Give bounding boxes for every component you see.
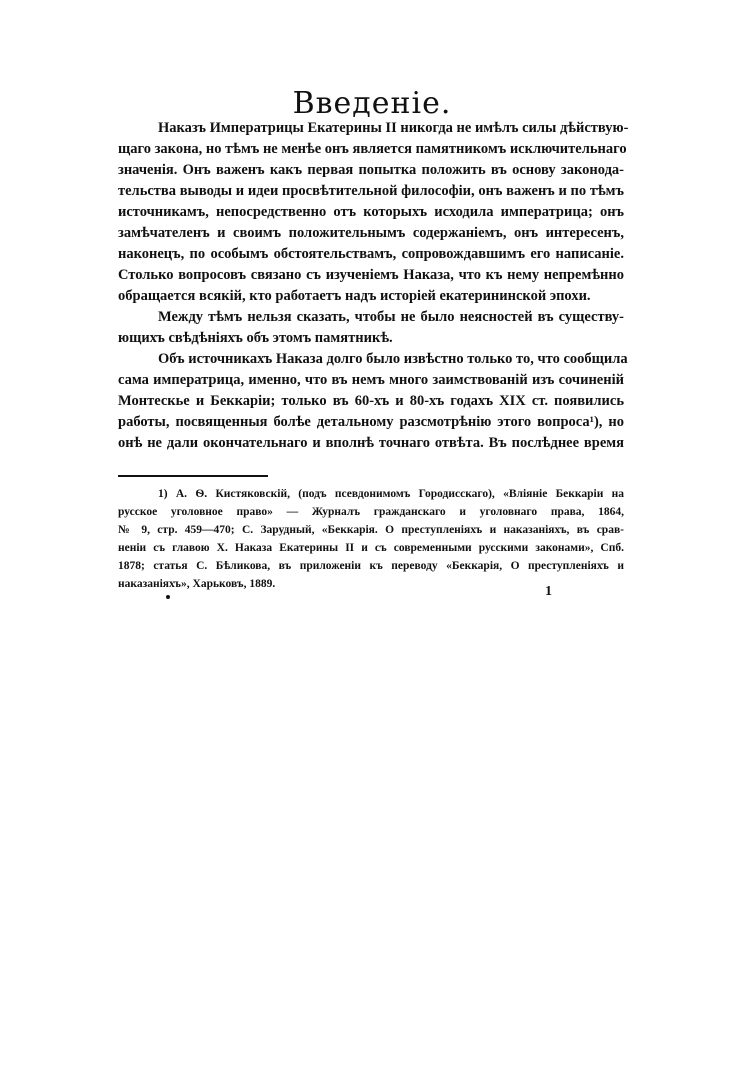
text-line: ющихъ свѣдѣніяхъ объ этомъ памятникѣ. <box>118 330 393 346</box>
text-line: Монтескье и Беккаріи; только въ 60-хъ и 80-хъ годахъ XIX ст. появились <box>118 393 624 409</box>
text-line: Столько вопросовъ связано съ изученіемъ Наказа, что къ нему непремѣнно <box>118 267 624 283</box>
text-line: сама императрица, именно, что въ немъ много заимствованій изъ сочиненій <box>118 372 624 388</box>
footnote-line: 1878; статья С. Бѣликова, въ приложеніи къ переводу «Беккарія, О преступленіяхъ и <box>118 560 624 572</box>
footnote-line: неніи съ главою X. Наказа Екатерины II и съ современными русскими законами», Спб. <box>118 542 624 554</box>
text-line: тельства выводы и идеи просвѣтительной философіи, онъ важенъ и по тѣмъ <box>118 183 624 199</box>
footnote-line: русское уголовное право» — Журналъ гражданскаго и уголовнаго права, 1864, <box>118 506 624 518</box>
page-title: Введеніе. <box>292 86 452 122</box>
text-line: замѣчателенъ и своимъ положительнымъ содержаніемъ, онъ интересенъ, <box>118 225 624 241</box>
signature-mark <box>166 595 170 599</box>
text-line: Наказъ Императрицы Екатерины II никогда не имѣлъ силы дѣйствую- <box>158 120 629 136</box>
text-line: щаго закона, но тѣмъ не менѣе онъ является памятникомъ исключительнаго <box>118 141 627 157</box>
body-text <box>118 118 629 454</box>
text-line: наконецъ, по особымъ обстоятельствамъ, сопровождавшимъ его написаніе. <box>118 246 624 262</box>
footnote-rule <box>118 475 268 477</box>
text-line: Между тѣмъ нельзя сказать, чтобы не было неясностей въ существу- <box>158 309 624 325</box>
footnote-line: 1) А. Ѳ. Кистяковскій, (подъ псевдонимомъ Городисскаго), «Вліяніе Беккаріи на <box>158 488 624 500</box>
footnotes <box>118 485 624 593</box>
footnote-line: наказаніяхъ», Харьковъ, 1889. <box>118 578 276 590</box>
text-line: обращается всякій, кто работаетъ надъ исторіей екатерининской эпохи. <box>118 288 591 304</box>
text-line: работы, посвященныя болѣе детальному разсмотрѣнію этого вопроса¹), но <box>118 414 624 430</box>
text-line: значенія. Онъ важенъ какъ первая попытка положить въ основу законода- <box>118 162 624 178</box>
text-line: источникамъ, непосредственно отъ которыхъ исходила императрица; онъ <box>118 204 624 220</box>
text-line: Объ источникахъ Наказа долго было извѣстно только то, что сообщила <box>158 351 628 367</box>
text-line: онѣ не дали окончательнаго и вполнѣ точнаго отвѣта. Въ послѣднее время <box>118 435 624 451</box>
page-number: 1 <box>545 584 552 599</box>
footnote-line: № 9, стр. 459—470; С. Зарудный, «Беккарія. О преступленіяхъ и наказаніяхъ, въ срав- <box>118 524 624 536</box>
